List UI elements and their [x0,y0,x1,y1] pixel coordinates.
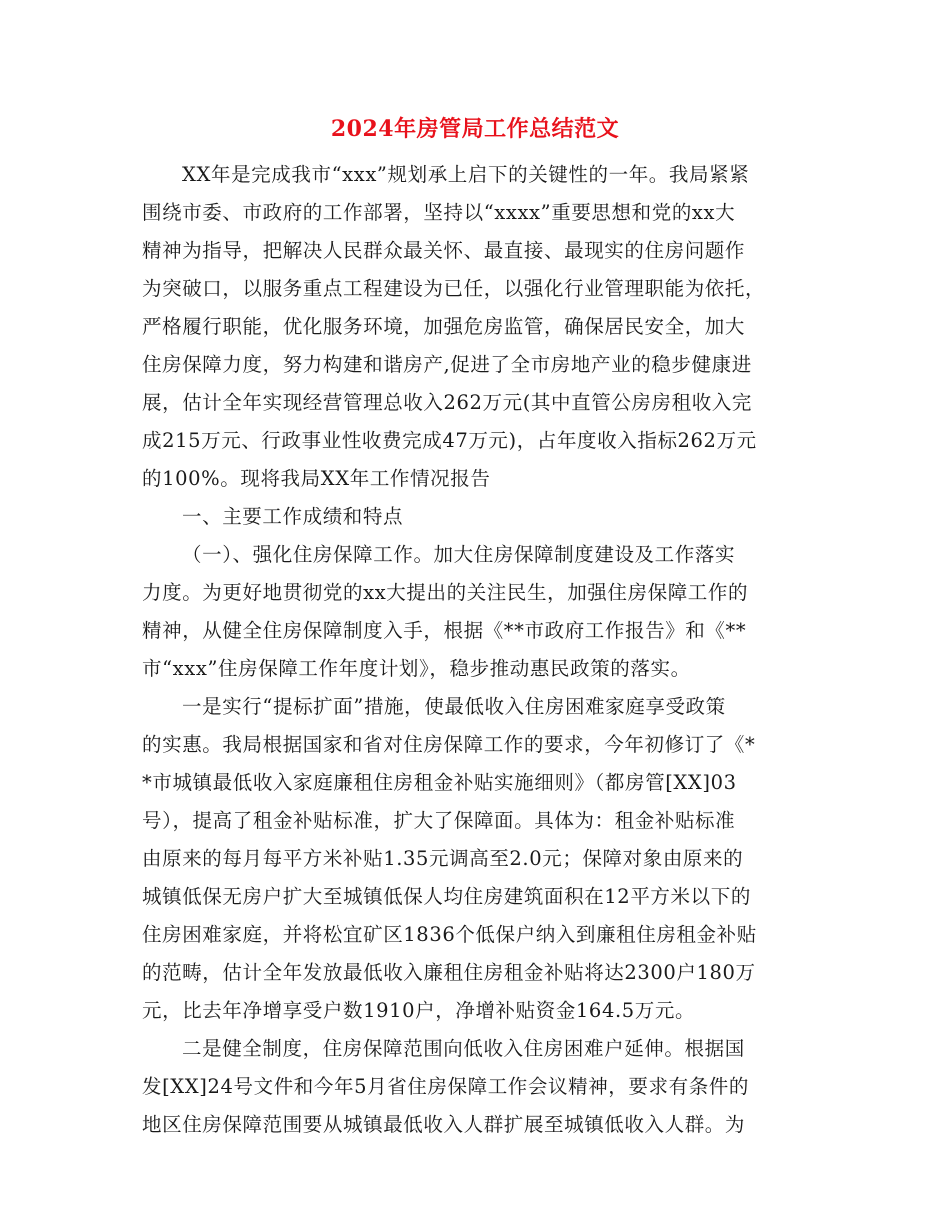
text-line: 围绕市委、市政府的工作部署，坚持以“xxxx”重要思想和党的xx大 [142,201,736,224]
text-line: 市“xxx”住房保障工作年度计划》，稳步推动惠民政策的落实。 [142,657,691,680]
text-line: 力度。为更好地贯彻党的xx大提出的关注民生，加强住房保障工作的 [142,581,749,604]
document-body [142,156,812,1144]
text-line: 地区住房保障范围要从城镇最低收入人群扩展至城镇低收入人群。为 [142,1113,746,1136]
text-line: 成215万元、行政事业性收费完成47万元)，占年度收入指标262万元 [142,429,757,452]
text-line: 展，估计全年实现经营管理总收入262万元(其中直管公房房租收入完 [142,391,753,414]
text-line: 住房困难家庭，并将松宜矿区1836个低保户纳入到廉租住房租金补贴 [142,923,757,946]
text-line: 由原来的每月每平方米补贴1.35元调高至2.0元；保障对象由原来的 [142,847,744,870]
document-title: 2024年房管局工作总结范文 [330,116,620,142]
text-line: 精神为指导，把解决人民群众最关怀、最直接、最现实的住房问题作 [142,239,746,262]
text-line: 的实惠。我局根据国家和省对住房保障工作的要求，今年初修订了《* [142,733,756,756]
text-line: 精神，从健全住房保障制度入手，根据《**市政府工作报告》和《** [142,619,747,642]
text-line: 二是健全制度，住房保障范围向低收入住房困难户延伸。根据国 [182,1037,745,1060]
text-line: （一）、强化住房保障工作。加大住房保障制度建设及工作落实 [182,543,736,566]
text-line: 住房保障力度，努力构建和谐房产,促进了全市房地产业的稳步健康进 [142,353,752,376]
text-line: 的范畴，估计全年发放最低收入廉租住房租金补贴将达2300户180万 [142,961,756,984]
text-line: 的100%。现将我局XX年工作情况报告 [142,467,491,490]
text-line: 一、主要工作成绩和特点 [182,505,404,528]
text-line: *市城镇最低收入家庭廉租住房租金补贴实施细则》（都房管[XX]03 [142,771,737,794]
text-line: 严格履行职能，优化服务环境，加强危房监管，确保居民安全，加大 [142,315,746,338]
text-line: 城镇低保无房户扩大至城镇低保人均住房建筑面积在12平方米以下的 [142,885,751,908]
text-line: 号），提高了租金补贴标准，扩大了保障面。具体为：租金补贴标准 [142,809,736,832]
text-line: 发[XX]24号文件和今年5月省住房保障工作会议精神，要求有条件的 [142,1075,749,1098]
text-line: 元，比去年净增享受户数1910户，净增补贴资金164.5万元。 [142,999,696,1022]
text-line: 为突破口，以服务重点工程建设为已任，以强化行业管理职能为依托， [142,277,766,300]
text-line: XX年是完成我市“xxx”规划承上启下的关键性的一年。我局紧紧 [182,163,750,186]
text-line: 一是实行“提标扩面”措施，使最低收入住房困难家庭享受政策 [182,695,726,718]
